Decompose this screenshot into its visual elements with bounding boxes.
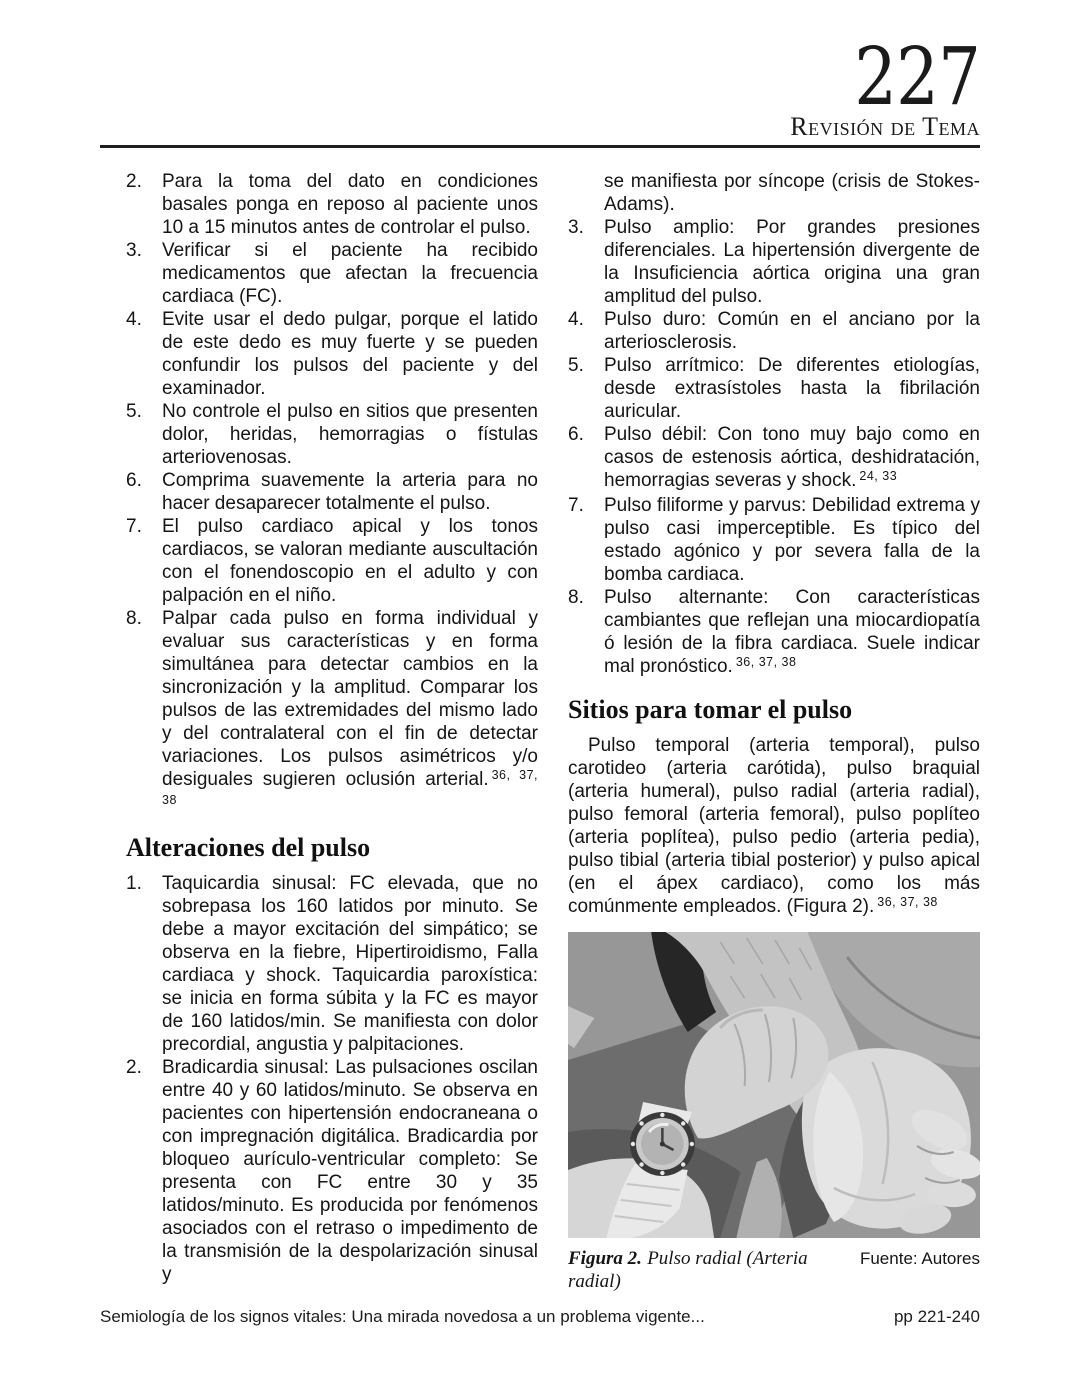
footer-page-range: pp 221-240 — [893, 1306, 980, 1326]
page-header — [100, 30, 980, 141]
right-column — [568, 170, 980, 1293]
section-heading: Sitios para tomar el pulso — [568, 694, 853, 724]
section-heading: Alteraciones del pulso — [126, 832, 371, 862]
item-text: Pulso amplio: Por grandes presiones diferenciales. La hipertensión divergente de la Insuficiencia aórtica origina una gran amplitud del pulso. — [604, 216, 980, 307]
figure-caption-main — [568, 1247, 860, 1293]
item-text: Verificar si el paciente ha recibido medicamentos que afectan la frecuencia cardiaca (FC). — [162, 239, 538, 307]
figure-radial-pulse — [568, 932, 980, 1293]
item-number: 6. — [568, 423, 584, 445]
section-label: Revisión de Tema — [790, 111, 980, 141]
item-text: Taquicardia sinusal: FC elevada, que no sobrepasa los 160 latidos por minuto. Se debe a mayor excitación del simpático; se observa en la fiebre, Hipertiroidismo, Falla cardiaca y shock. Taquicardia paroxística: se inicia en forma súbita y la FC es mayor de 160 latidos/min. Se manifiesta con dolor precordial, angustia y palpitaciones. — [162, 872, 538, 1055]
item-text: Para la toma del dato en condiciones basales ponga en reposo al paciente unos 10 a 15 minutos antes de controlar el pulso. — [162, 170, 538, 238]
figure-caption — [568, 1247, 980, 1293]
item-number: 3. — [126, 239, 142, 261]
list-item — [126, 515, 538, 607]
item-number: 8. — [568, 586, 584, 608]
list-item — [126, 170, 538, 239]
item-number: 4. — [126, 308, 142, 330]
item-text: Evite usar el dedo pulgar, porque el latido de este dedo es muy fuerte y se pueden confundir los pulsos del paciente y del examinador. — [162, 308, 538, 399]
item-number: 7. — [568, 494, 584, 516]
item-text: El pulso cardiaco apical y los tonos cardiacos, se valoran mediante auscultación con el fonendoscopio en el adulto y con palpación en el niño. — [162, 515, 538, 606]
item-number: 7. — [126, 515, 142, 537]
item-text: Pulso alternante: Con características cambiantes que reflejan una miocardiopatía ó lesión de la fibra cardiaca. Suele indicar mal pronóstico. $^{36, 37, 38}$ — [604, 586, 980, 677]
item-number: 5. — [568, 354, 584, 376]
item-number: 5. — [126, 400, 142, 422]
item-number: 4. — [568, 308, 584, 330]
item-number: 2. — [126, 170, 142, 192]
item-number: 1. — [126, 872, 142, 894]
radial-pulse-photo — [568, 932, 980, 1238]
continuation-paragraph: se manifiesta por síncope (crisis de Stokes-Adams). — [604, 170, 980, 215]
footnote-ref: 24, 33 — [859, 468, 898, 483]
list-item — [568, 308, 980, 354]
item-number: 8. — [126, 607, 142, 629]
body-paragraph: Pulso temporal (arteria temporal), pulso carotideo (arteria carótida), pulso braquial (arteria humeral), pulso radial (arteria radial), pulso femoral (arteria femoral), pulso poplíteo (arteria poplítea), pulso pedio (arteria pedia), pulso tibial (arteria tibial posterior) y pulso apical (en el ápex cardiaco), como los más comúnmente empleados. (Figura 2). $^{36, 37, 38}$ — [568, 734, 980, 917]
content-columns — [100, 170, 980, 1293]
figure-caption-label: Figura 2. — [568, 1247, 642, 1269]
footnote-ref: 36, 37, 38 — [162, 767, 538, 807]
page-footer — [100, 1293, 980, 1386]
header-rule — [100, 145, 980, 148]
left-column — [126, 170, 538, 1293]
list-item — [126, 308, 538, 400]
item-text: No controle el pulso en sitios que presenten dolor, heridas, hemorragias o fístulas arteriovenosas. — [162, 400, 538, 468]
item-text: Pulso arrítmico: De diferentes etiologías, desde extrasístoles hasta la fibrilación auricular. — [604, 354, 980, 422]
list-item — [126, 400, 538, 469]
footnote-ref: 36, 37, 38 — [877, 894, 938, 909]
list-item — [126, 1056, 538, 1286]
list-item — [568, 216, 980, 308]
page-number: 227 — [854, 30, 980, 123]
list-item — [126, 607, 538, 818]
list-item — [568, 586, 980, 680]
item-text: Pulso duro: Común en el anciano por la arteriosclerosis. — [604, 308, 980, 353]
item-number: 3. — [568, 216, 584, 238]
figure-caption-text: Pulso radial (Arteria radial) — [568, 1247, 808, 1292]
figure-source: Fuente: Autores — [859, 1248, 980, 1268]
item-number: 2. — [126, 1056, 142, 1078]
list-item — [568, 423, 980, 494]
list-item — [126, 239, 538, 308]
item-text: Comprima suavemente la arteria para no hacer desaparecer totalmente el pulso. — [162, 469, 538, 514]
item-number: 6. — [126, 469, 142, 491]
item-text: Palpar cada pulso en forma individual y evaluar sus características y en forma simultánea para detectar cambios en la sincronización y la amplitud. Comparar los pulsos de las extremidades del mismo lado y del contralateral con el fin de detectar variaciones. Los pulsos asimétricos y/o desiguales sugieren oclusión arterial. $^{36, 37, 38}$ — [162, 607, 538, 807]
item-text: Bradicardia sinusal: Las pulsaciones oscilan entre 40 y 60 latidos/minuto. Se observa en pacientes con hipertensión endocraneana o con impregnación digitálica. Bradicardia por bloqueo aurículo-ventricular completo: Se presenta con FC entre 30 y 35 latidos/minuto. Es producida por fenómenos asociados con el retraso o impedimento de la transmisión de la despolarización sinusal y — [162, 1056, 538, 1285]
list-item — [126, 469, 538, 515]
footer-running-title: Semiología de los signos vitales: Una mirada novedosa a un problema vigente... — [100, 1306, 705, 1326]
list-item — [568, 494, 980, 586]
footnote-ref: 36, 37, 38 — [735, 654, 797, 669]
item-text: Pulso débil: Con tono muy bajo como en casos de estenosis aórtica, deshidratación, hemorragias severas y shock. $^{24, 33}$ — [604, 423, 980, 491]
list-item — [126, 872, 538, 1056]
item-text: Pulso filiforme y parvus: Debilidad extrema y pulso casi imperceptible. Es típico del estado agónico y por severa falla de la bomba cardiaca. — [604, 494, 980, 585]
list-item — [568, 354, 980, 423]
